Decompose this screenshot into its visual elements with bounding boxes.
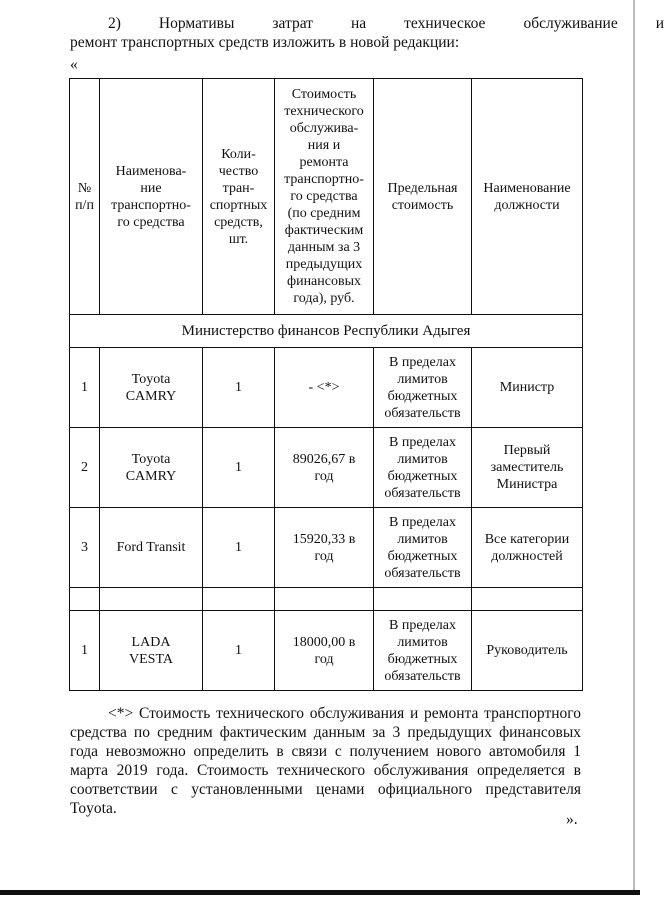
intro-word: на bbox=[350, 15, 367, 32]
cell-line: Toyota bbox=[131, 451, 171, 467]
header-num bbox=[70, 79, 100, 315]
cell-vehicle-name bbox=[100, 508, 203, 588]
cell-cost bbox=[275, 428, 374, 508]
cell-line: - <*> bbox=[308, 380, 340, 395]
cell-line: спортных bbox=[209, 197, 268, 213]
cell-line: ремонта bbox=[299, 155, 349, 170]
cell-line: транспортно- bbox=[284, 172, 364, 187]
cell-line: финансовых bbox=[287, 274, 361, 289]
cell-line: п/п bbox=[75, 197, 94, 213]
cell-quantity: 1 bbox=[203, 508, 275, 588]
cell-line: заместитель bbox=[490, 460, 564, 475]
table-row bbox=[70, 508, 583, 588]
empty-cell bbox=[203, 588, 275, 611]
cell-line: CAMRY bbox=[125, 468, 177, 484]
cell-line: бюджетных bbox=[387, 388, 458, 404]
table-row bbox=[70, 611, 583, 691]
cell-limit bbox=[374, 508, 472, 588]
cell-line: В пределах bbox=[389, 434, 456, 450]
cell-line: го средства bbox=[290, 189, 358, 204]
cell-line: фактическим bbox=[284, 223, 364, 238]
cell-line: 89026,67 в bbox=[292, 451, 356, 467]
cell-line: обязательств bbox=[384, 485, 461, 501]
cell-line: средств, bbox=[214, 214, 263, 230]
cell-line: Наименование bbox=[483, 180, 571, 196]
cell-cost bbox=[275, 508, 374, 588]
cell-line: бюджетных bbox=[387, 468, 458, 484]
cell-position bbox=[472, 348, 583, 428]
cell-line: обязательств bbox=[384, 405, 461, 421]
cell-num: 1 bbox=[70, 348, 100, 428]
table-header-row bbox=[70, 79, 583, 315]
intro-line-1 bbox=[70, 14, 664, 33]
cell-line: Все категории bbox=[484, 531, 570, 547]
cell-line: 18000,00 в bbox=[292, 634, 356, 650]
cell-limit bbox=[374, 348, 472, 428]
cell-line: В пределах bbox=[389, 514, 456, 530]
cell-line: Министра bbox=[496, 477, 558, 492]
empty-cell bbox=[374, 588, 472, 611]
cell-line: Руководитель bbox=[486, 643, 568, 658]
cell-line: тран- bbox=[222, 180, 255, 196]
cell-line: год bbox=[314, 651, 334, 667]
header-vehicle-name bbox=[100, 79, 203, 315]
cell-line: транспортно- bbox=[111, 197, 191, 213]
cell-num: 2 bbox=[70, 428, 100, 508]
table-row bbox=[70, 428, 583, 508]
empty-cell bbox=[472, 588, 583, 611]
cell-line: должностей bbox=[491, 548, 563, 564]
cell-num: 3 bbox=[70, 508, 100, 588]
cell-line: Коли- bbox=[221, 146, 256, 162]
cell-line: Первый bbox=[503, 443, 551, 458]
intro-word: обслуживание bbox=[523, 15, 618, 32]
cell-line: Стоимость bbox=[291, 87, 357, 102]
intro-word: 2) bbox=[108, 15, 121, 32]
intro-line-2: ремонт транспортных средств изложить в новой редакции: bbox=[70, 34, 460, 51]
cell-line: данным за 3 bbox=[287, 240, 361, 255]
cell-line: го средства bbox=[117, 214, 185, 230]
intro-word: техническое bbox=[404, 15, 486, 32]
cell-line: лимитов bbox=[397, 634, 448, 650]
cell-line: лимитов bbox=[397, 371, 448, 387]
empty-cell bbox=[70, 588, 100, 611]
cell-line: Предельная bbox=[387, 180, 458, 196]
intro-word: и bbox=[655, 15, 664, 32]
cell-line: лимитов bbox=[397, 531, 448, 547]
cell-line: чество bbox=[218, 163, 259, 179]
cell-line: Наименова- bbox=[115, 163, 187, 179]
cell-line: обслужива- bbox=[289, 121, 359, 136]
bottom-border bbox=[0, 890, 640, 895]
cell-quantity: 1 bbox=[203, 611, 275, 691]
cell-cost bbox=[275, 348, 374, 428]
cell-line: обязательств bbox=[384, 668, 461, 684]
header-cost bbox=[275, 79, 374, 315]
open-quote: « bbox=[70, 56, 78, 73]
cell-quantity: 1 bbox=[203, 428, 275, 508]
cell-line: бюджетных bbox=[387, 651, 458, 667]
cell-line: бюджетных bbox=[387, 548, 458, 564]
empty-cell bbox=[275, 588, 374, 611]
cell-vehicle-name bbox=[100, 348, 203, 428]
cell-line: лимитов bbox=[397, 451, 448, 467]
cell-line: года), руб. bbox=[293, 291, 355, 306]
cell-line: стоимость bbox=[391, 197, 454, 213]
empty-row bbox=[70, 588, 583, 611]
cell-position bbox=[472, 508, 583, 588]
cell-line: Министр bbox=[499, 380, 555, 395]
cell-line: Toyota bbox=[131, 371, 171, 387]
cell-line: должности bbox=[494, 197, 560, 213]
header-quantity bbox=[203, 79, 275, 315]
intro-paragraph bbox=[70, 14, 664, 52]
norms-table bbox=[69, 78, 583, 691]
cell-line: LADA bbox=[131, 634, 171, 650]
cell-line: В пределах bbox=[389, 617, 456, 633]
cell-line: год bbox=[314, 548, 334, 564]
cell-line: ние bbox=[140, 180, 162, 196]
close-quote: ». bbox=[566, 811, 578, 828]
cell-num: 1 bbox=[70, 611, 100, 691]
section-title: Министерство финансов Республики Адыгея bbox=[70, 315, 583, 348]
cell-line: В пределах bbox=[389, 354, 456, 370]
intro-word: затрат bbox=[272, 15, 313, 32]
page-edge-line bbox=[633, 0, 635, 890]
cell-line: № bbox=[77, 180, 92, 196]
cell-vehicle-name bbox=[100, 428, 203, 508]
cell-line: шт. bbox=[228, 231, 249, 247]
cell-limit bbox=[374, 428, 472, 508]
footnote-text: <*> Стоимость технического обслуживания и ремонта транспортного средства по средним фактическим данным за 3 предыдущих финансовых года невозможно определить в связи с получением нового автомобиля 1 марта 2019 года. Стоимость технического обслуживания определяется в соответствии с установленными ценами официального представителя Toyota. bbox=[70, 705, 581, 817]
cell-vehicle-name bbox=[100, 611, 203, 691]
cell-line: ния и bbox=[307, 138, 341, 153]
header-limit bbox=[374, 79, 472, 315]
cell-line: предыдущих bbox=[285, 257, 363, 272]
cell-position bbox=[472, 611, 583, 691]
empty-cell bbox=[100, 588, 203, 611]
table-row bbox=[70, 348, 583, 428]
cell-line: Ford Transit bbox=[116, 540, 186, 555]
footnote bbox=[70, 704, 581, 818]
cell-cost bbox=[275, 611, 374, 691]
cell-line: технического bbox=[284, 104, 364, 119]
cell-line: (по средним bbox=[287, 206, 361, 221]
cell-limit bbox=[374, 611, 472, 691]
cell-position bbox=[472, 428, 583, 508]
cell-line: VESTA bbox=[129, 651, 173, 667]
cell-line: CAMRY bbox=[125, 388, 177, 404]
cell-line: 15920,33 в bbox=[292, 531, 356, 547]
intro-word: Нормативы bbox=[158, 15, 235, 32]
section-row bbox=[70, 315, 583, 348]
cell-line: год bbox=[314, 468, 334, 484]
cell-line: обязательств bbox=[384, 565, 461, 581]
cell-quantity: 1 bbox=[203, 348, 275, 428]
header-position bbox=[472, 79, 583, 315]
